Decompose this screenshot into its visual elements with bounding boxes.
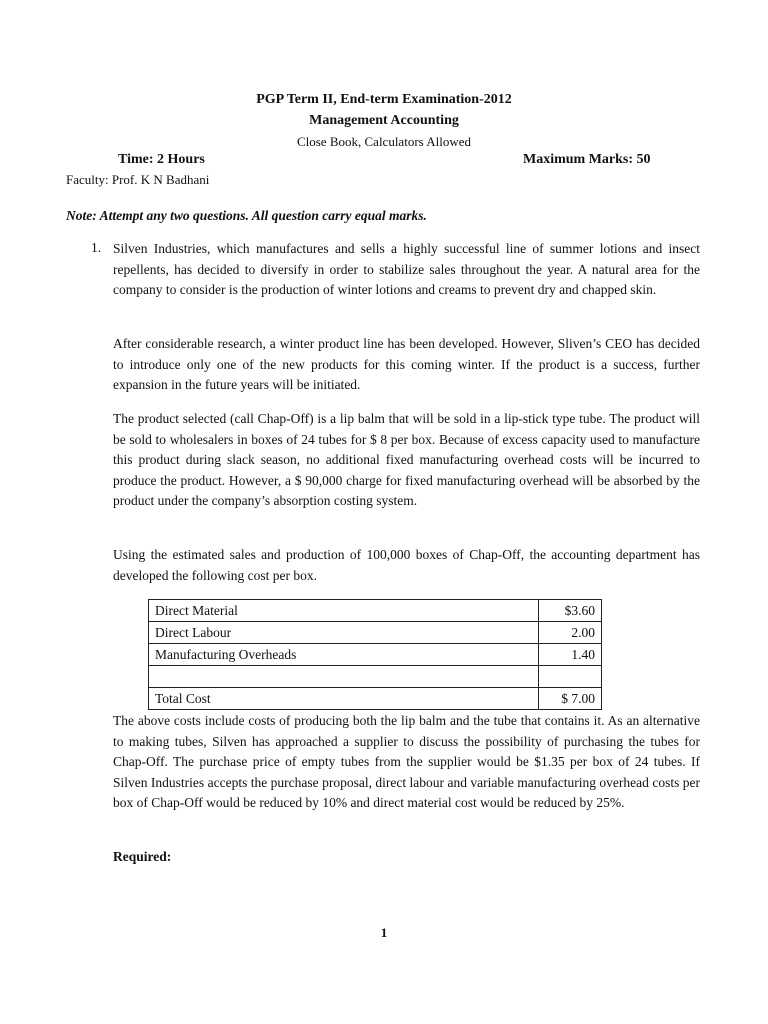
table-row xyxy=(149,622,602,644)
question-paragraph-4: Using the estimated sales and production of 100,000 boxes of Chap-Off, the accounting department has developed the following cost per box. xyxy=(113,547,700,583)
cost-amount: 2.00 xyxy=(539,622,602,644)
course-title: Management Accounting xyxy=(309,113,459,128)
table-row xyxy=(149,688,602,710)
cost-item: Direct Material xyxy=(149,600,539,622)
cost-per-box-table xyxy=(148,599,602,710)
exam-time: Time: 2 Hours xyxy=(118,152,205,167)
exam-note: Note: Attempt any two questions. All question carry equal marks. xyxy=(66,208,427,223)
faculty-name: Faculty: Prof. K N Badhani xyxy=(66,172,210,187)
question-paragraph-3: The product selected (call Chap-Off) is a lip balm that will be sold in a lip-stick type tube. The product will be sold to wholesalers in boxes of 24 tubes for $ 8 per box. Because of excess capacity used to manufacture this product during slack season, no additional fixed manufacturing overhead costs will be incurred to produce the product. However, a $ 90,000 charge for fixed manufacturing overhead will be absorbed by the product under the company’s absorption costing system. xyxy=(113,411,700,508)
cost-amount xyxy=(539,666,602,688)
question-number: 1. xyxy=(91,240,102,255)
table-row xyxy=(149,600,602,622)
cost-item xyxy=(149,666,539,688)
exam-title: PGP Term II, End-term Examination-2012 xyxy=(256,92,512,107)
max-marks: Maximum Marks: 50 xyxy=(523,152,651,167)
exam-conditions: Close Book, Calculators Allowed xyxy=(296,134,472,149)
cost-item: Direct Labour xyxy=(149,622,539,644)
question-paragraph-1: Silven Industries, which manufactures and sells a highly successful line of summer lotions and insect repellents, has decided to diversify in order to stabilize sales throughout the year. A natural area for the company to consider is the production of winter lotions and creams to prevent dry and chapped skin. xyxy=(113,241,700,297)
table-row xyxy=(149,644,602,666)
required-label: Required: xyxy=(113,849,172,864)
table-row xyxy=(149,666,602,688)
question-paragraph-2: After considerable research, a winter product line has been developed. However, Sliven’s CEO has decided to introduce only one of the new products for this coming winter. If the product is a success, further expansion in the future years will be initiated. xyxy=(113,336,700,392)
cost-amount: $3.60 xyxy=(539,600,602,622)
cost-item: Total Cost xyxy=(149,688,539,710)
page-number: 1 xyxy=(380,925,388,940)
cost-item: Manufacturing Overheads xyxy=(149,644,539,666)
cost-amount: 1.40 xyxy=(539,644,602,666)
cost-amount: $ 7.00 xyxy=(539,688,602,710)
question-paragraph-5: The above costs include costs of producing both the lip balm and the tube that contains it. As an alternative to making tubes, Silven has approached a supplier to discuss the possibility of purchasing the tubes for Chap-Off. The purchase price of empty tubes from the supplier would be $1.35 per box of 24 tubes. If Silven Industries accepts the purchase proposal, direct labour and variable manufacturing overhead costs per box of Chap-Off would be reduced by 10% and direct material cost would be reduced by 25%. xyxy=(113,713,700,810)
